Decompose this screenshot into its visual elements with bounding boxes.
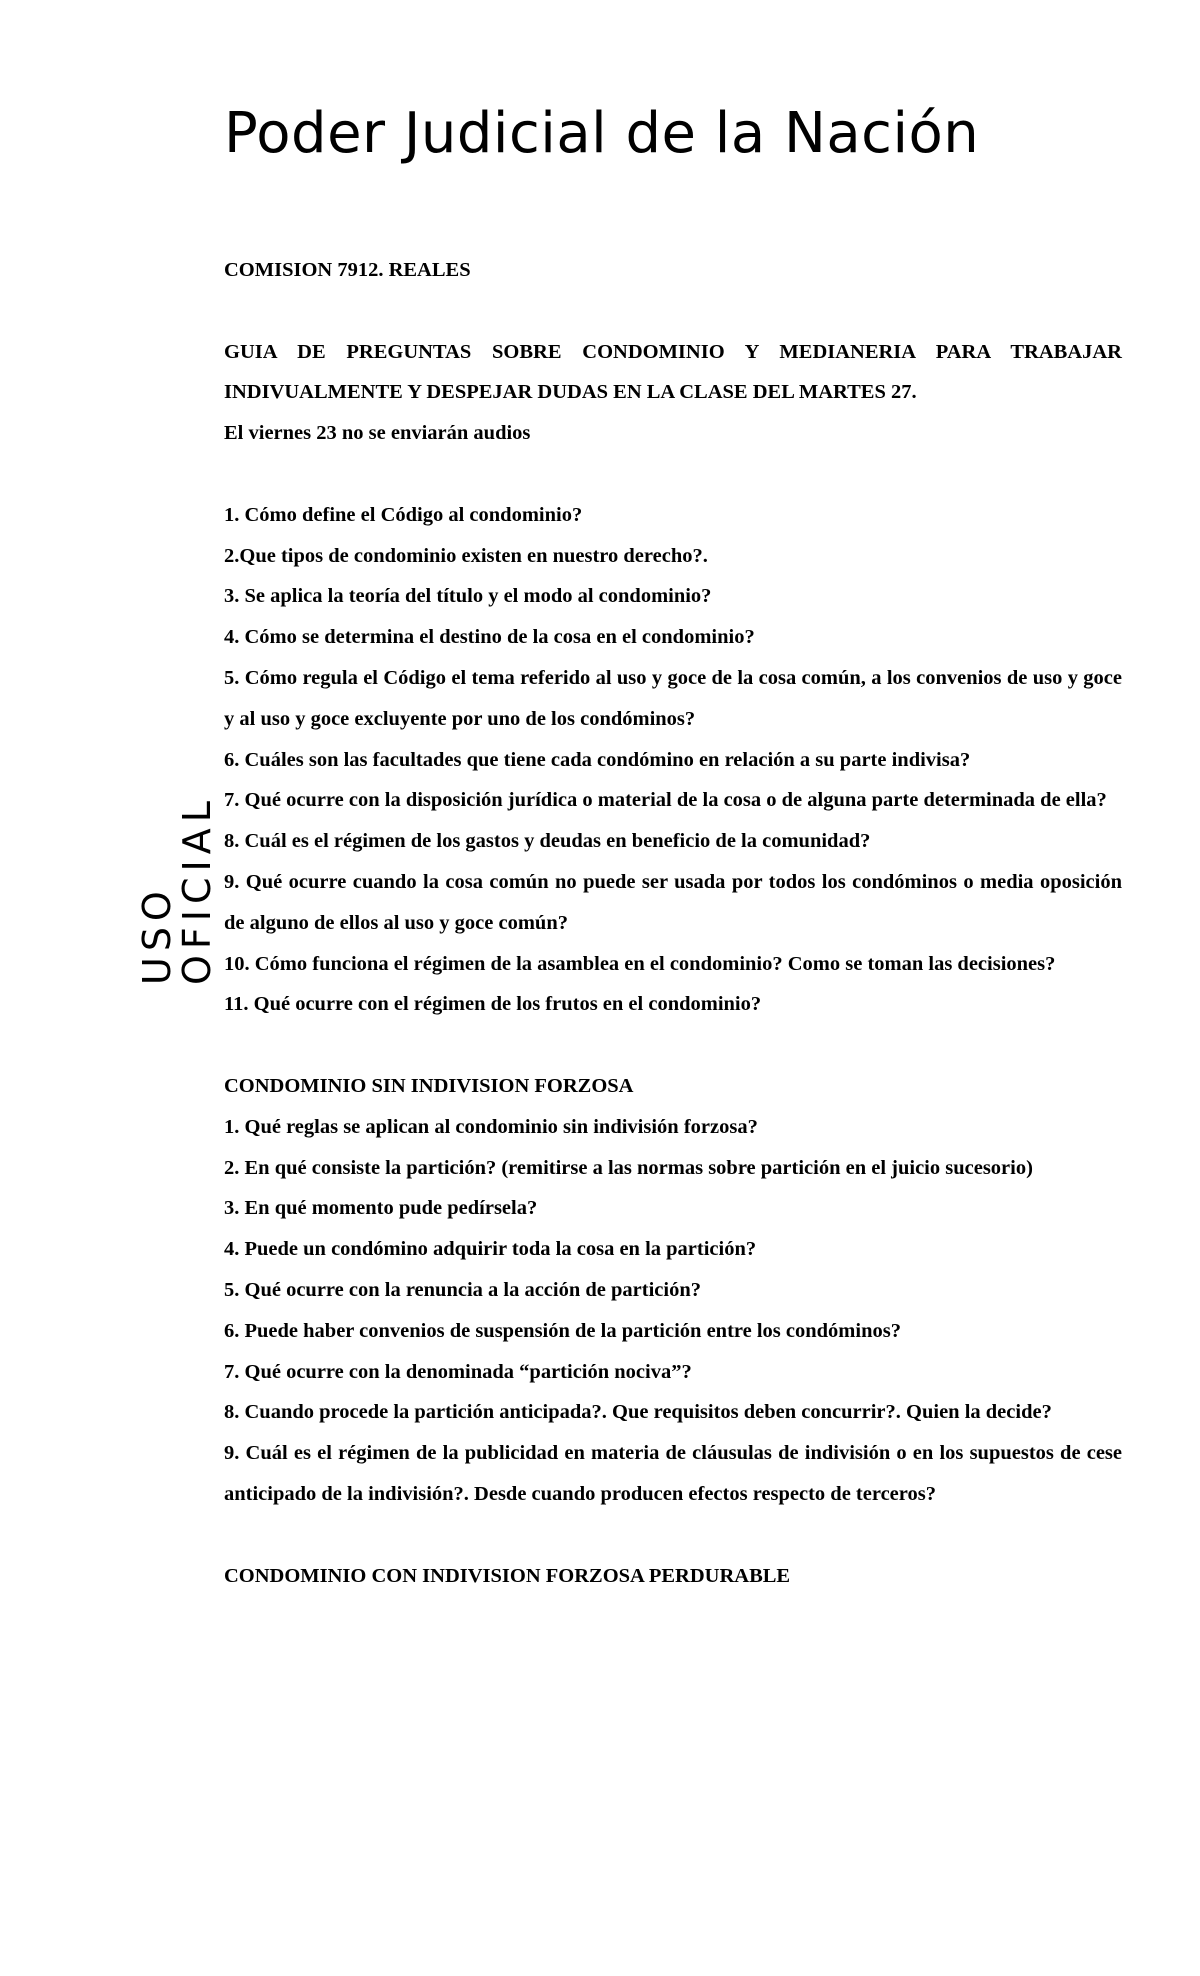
question-item: 7. Qué ocurre con la disposición jurídica o material de la cosa o de alguna parte determinada de ella? [224,789,1107,812]
question-item: 9. Qué ocurre cuando la cosa común no puede ser usada por todos los condóminos o media oposición de alguno de ellos al uso y goce común? [224,870,1122,934]
question-item: 8. Cuando procede la partición anticipada?. Que requisitos deben concurrir?. Quien la decide? [224,1401,1052,1424]
spacer [224,1025,1122,1066]
spacer [224,291,1122,332]
section-heading-indivision-perdurable: CONDOMINIO CON INDIVISION FORZOSA PERDURABLE [224,1564,791,1587]
question-item: 1. Cómo define el Código al condominio? [224,503,583,526]
general-questions-list [224,495,1122,1025]
stamp-line-2: OFICIAL [175,795,219,985]
question-item: 2. En qué consiste la partición? (remitirse a las normas sobre partición en el juicio sucesorio) [224,1156,1033,1179]
question-item: 3. Se aplica la teoría del título y el modo al condominio? [224,585,712,608]
notice-line: El viernes 23 no se enviarán audios [224,422,531,445]
question-item: 6. Puede haber convenios de suspensión de la partición entre los condóminos? [224,1319,901,1342]
document-body [224,250,1122,1596]
question-item: 5. Qué ocurre con la renuncia a la acción de partición? [224,1278,701,1301]
section-heading-sin-indivision: CONDOMINIO SIN INDIVISION FORZOSA [224,1074,634,1097]
question-item: 2.Que tipos de condominio existen en nuestro derecho?. [224,544,708,567]
guide-title: GUIA DE PREGUNTAS SOBRE CONDOMINIO Y MEDIANERIA PARA TRABAJAR INDIVUALMENTE Y DESPEJAR DUDAS EN LA CLASE DEL MARTES 27. [224,340,1122,404]
question-item: 10. Cómo funciona el régimen de la asamblea en el condominio? Como se toman las decisiones? [224,952,1056,975]
question-item: 4. Cómo se determina el destino de la cosa en el condominio? [224,626,755,649]
sin-indivision-questions-list [224,1107,1122,1515]
page-header-title: Poder Judicial de la Nación [224,101,980,166]
question-item: 3. En qué momento pude pedírsela? [224,1197,538,1220]
question-item: 1. Qué reglas se aplican al condominio sin indivisión forzosa? [224,1115,758,1138]
question-item: 11. Qué ocurre con el régimen de los frutos en el condominio? [224,993,762,1016]
commission-line: COMISION 7912. REALES [224,259,471,281]
spacer [224,454,1122,495]
question-item: 9. Cuál es el régimen de la publicidad en materia de cláusulas de indivisión o en los supuestos de cese anticipado de la indivisión?. Desde cuando producen efectos respecto de terceros? [224,1442,1122,1505]
question-item: 8. Cuál es el régimen de los gastos y deudas en beneficio de la comunidad? [224,830,871,853]
stamp-line-1: USO [135,885,179,985]
question-item: 6. Cuáles son las facultades que tiene cada condómino en relación a su parte indivisa? [224,748,971,771]
question-item: 5. Cómo regula el Código el tema referido al uso y goce de la cosa común, a los convenios de uso y goce y al uso y goce excluyente por uno de los condóminos? [224,666,1122,730]
question-item: 7. Qué ocurre con la denominada “partición nociva”? [224,1360,692,1383]
spacer [224,1515,1122,1556]
question-item: 4. Puede un condómino adquirir toda la cosa en la partición? [224,1238,757,1261]
